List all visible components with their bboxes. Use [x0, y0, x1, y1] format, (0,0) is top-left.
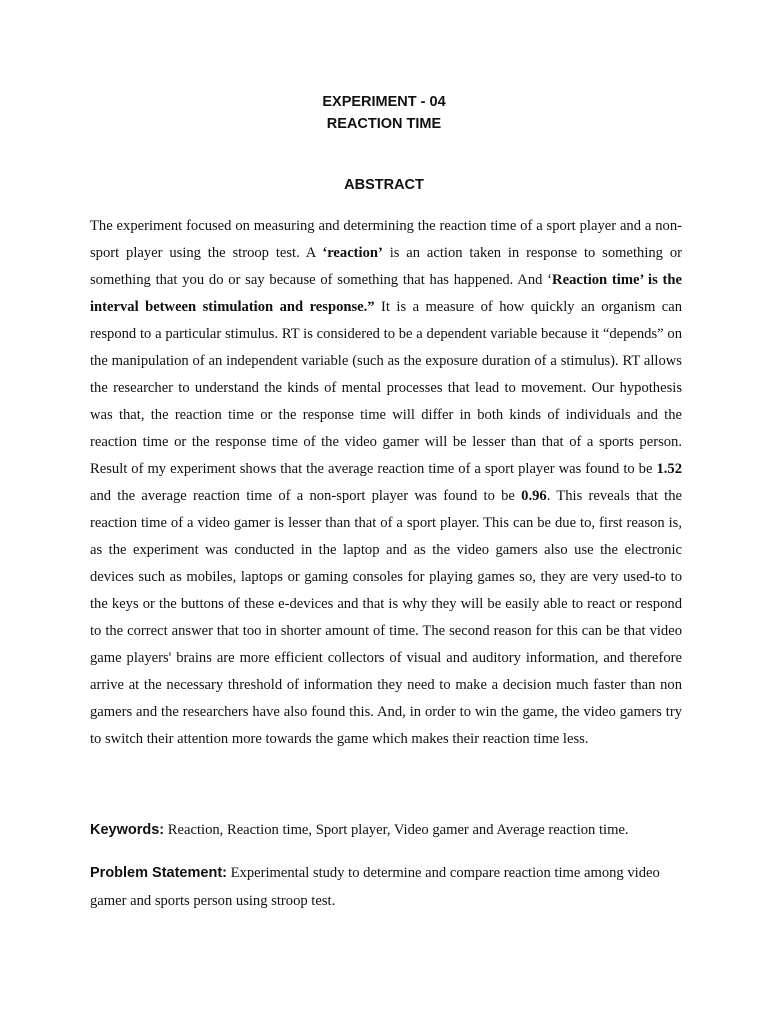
abstract-bold-sport-value: 1.52	[656, 461, 682, 477]
problem-statement-paragraph	[90, 859, 682, 915]
problem-statement-text: Experimental study to determine and compare reaction time among video gamer and sports person using stroop test.	[90, 865, 660, 909]
abstract-text-2: is an action taken in response to something or something that you do or say because of something that has happened. And ‘	[90, 245, 682, 288]
abstract-text-5: . This reveals that the reaction time of a video gamer is lesser than that of a sport player. This can be due to, first reason is, as the experiment was conducted in the laptop and as the video gamers also use the electronic devices such as mobiles, laptops or gaming consoles for playing games so, they are very used-to to the keys or the buttons of these e-devices and that is why they will be easily able to react or respond to the correct answer that too in shorter amount of time. The second reason for this can be that video game players' brains are more efficient collectors of visual and auditory information, and therefore arrive at the necessary threshold of information they need to make a decision much faster than non gamers and the researchers have also found this. And, in order to win the game, the video gamers try to switch their attention more towards the game which makes their reaction time less.	[90, 488, 683, 747]
experiment-number: EXPERIMENT - 04	[322, 94, 446, 110]
abstract-text-3: It is a measure of how quickly an organism can respond to a particular stimulus. RT is considered to be a dependent variable because it “depends” on the manipulation of an independent variable (such as the exposure duration of a stimulus). RT allows the researcher to understand the kinds of mental processes that lead to movement. Our hypothesis was that, the reaction time or the response time will differ in both kinds of individuals and the reaction time or the response time of the video gamer will be lesser than that of a sports person. Result of my experiment shows that the average reaction time of a sport player was found to be	[90, 299, 682, 477]
abstract-bold-nonsport-value: 0.96	[521, 488, 547, 504]
experiment-title: REACTION TIME	[326, 116, 442, 132]
abstract-bold-reaction: ‘reaction’	[322, 245, 383, 261]
keywords-text: Reaction, Reaction time, Sport player, Video gamer and Average reaction time.	[164, 822, 629, 838]
keywords-paragraph	[90, 816, 682, 844]
abstract-bold-definition: Reaction time’ is the interval between stimulation and response.”	[90, 272, 682, 315]
problem-statement-label: Problem Statement:	[90, 865, 227, 881]
abstract-text-4: and the average reaction time of a non-sport player was found to be	[90, 488, 522, 504]
abstract-paragraph	[90, 213, 682, 753]
keywords-label: Keywords:	[90, 822, 165, 838]
section-heading-abstract: ABSTRACT	[344, 177, 424, 193]
abstract-text-1: The experiment focused on measuring and determining the reaction time of a sport player and a non-sport player using the stroop test. A	[90, 218, 682, 261]
